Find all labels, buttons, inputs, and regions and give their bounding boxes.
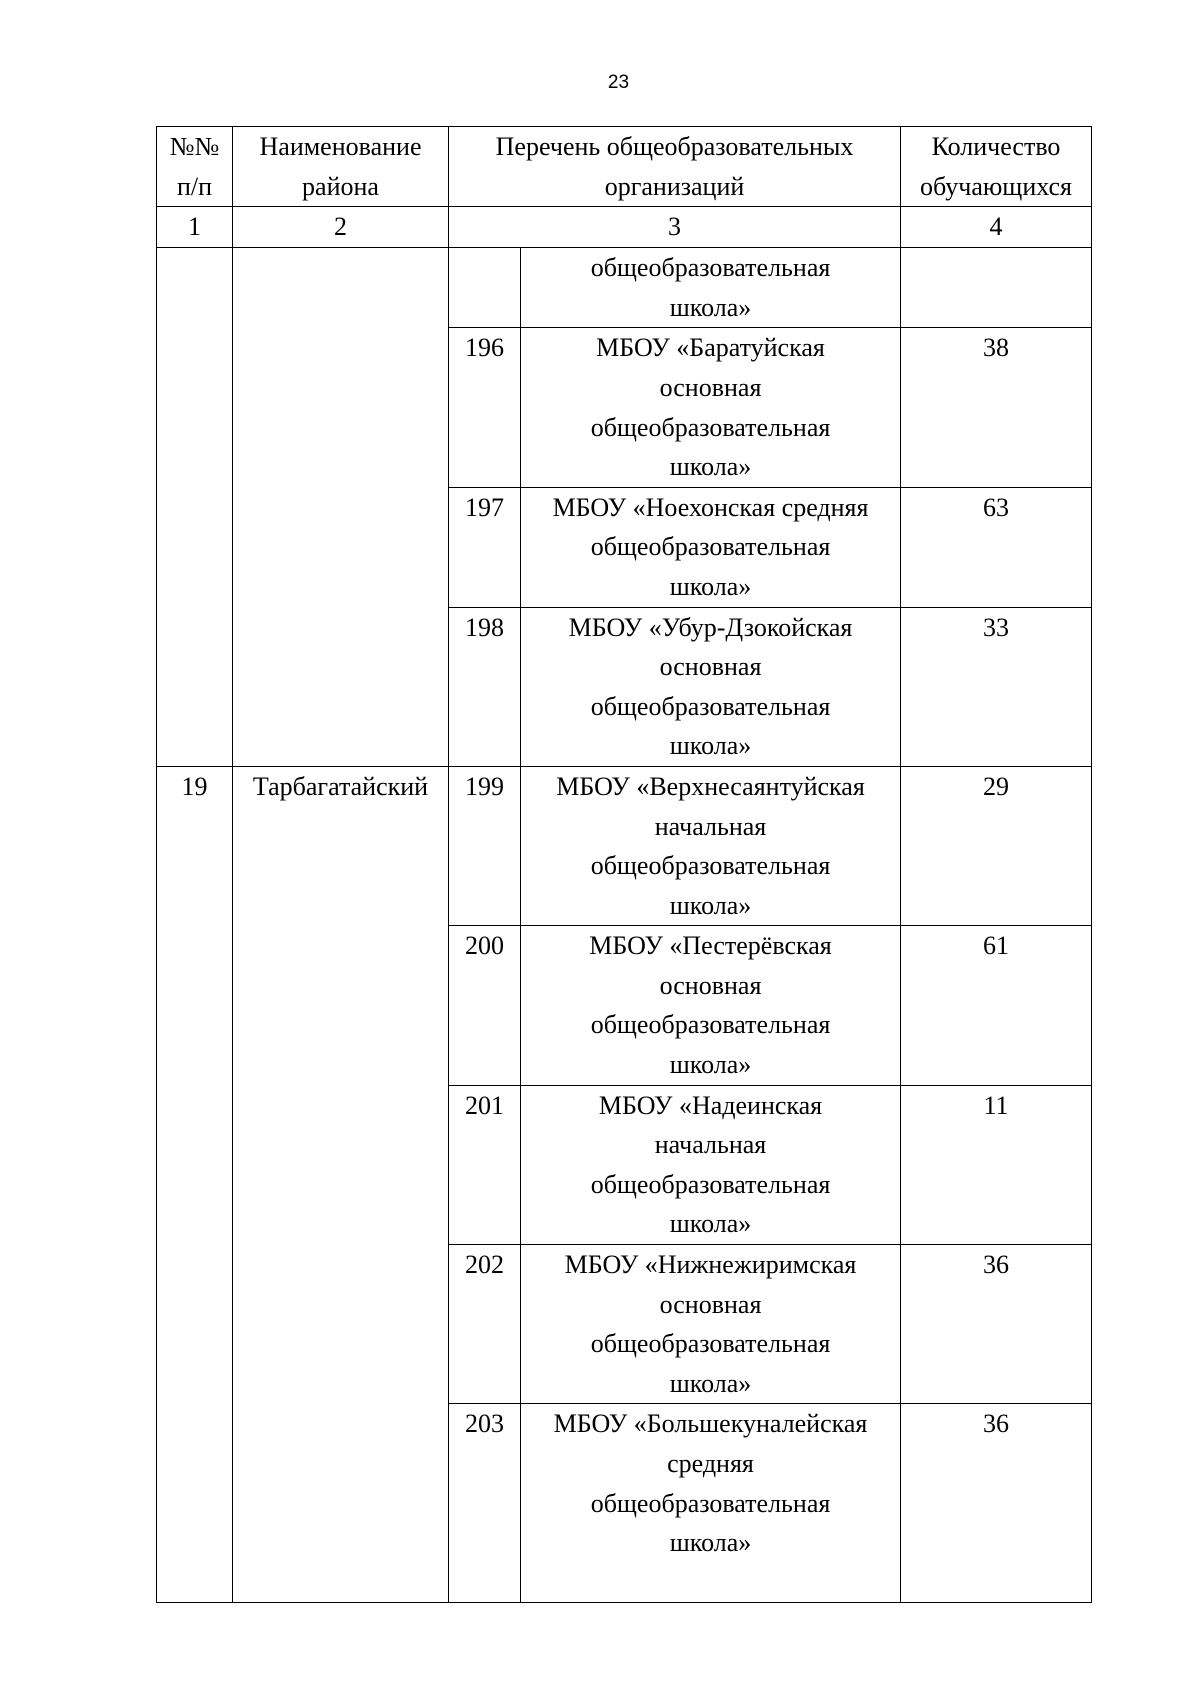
school-name: МБОУ «Баратуйская основная общеобразовательная школа» bbox=[521, 328, 901, 487]
column-index: 1 bbox=[157, 207, 233, 248]
school-name: МБОУ «Убур-Дзокойская основная общеобразовательная школа» bbox=[521, 607, 901, 766]
school-name: МБОУ «Ноехонская средняя общеобразовательная школа» bbox=[521, 487, 901, 607]
student-count: 63 bbox=[901, 487, 1092, 607]
school-name: МБОУ «Большекуналейская средняя общеобразовательная школа» bbox=[521, 1404, 901, 1603]
student-count: 33 bbox=[901, 607, 1092, 766]
school-number: 200 bbox=[449, 926, 521, 1085]
student-count bbox=[901, 248, 1092, 328]
district-name-cell bbox=[233, 248, 449, 767]
district-name-cell: Тарбагатайский bbox=[233, 766, 449, 1603]
header-district: Наименование района bbox=[233, 127, 449, 207]
student-count: 36 bbox=[901, 1404, 1092, 1603]
column-index: 3 bbox=[449, 207, 901, 248]
school-number: 199 bbox=[449, 766, 521, 925]
district-number-cell bbox=[157, 248, 233, 767]
school-number: 203 bbox=[449, 1404, 521, 1603]
school-name: МБОУ «Нижнежиримская основная общеобразовательная школа» bbox=[521, 1245, 901, 1404]
page-number: 23 bbox=[607, 72, 630, 93]
header-number: №№ п/п bbox=[157, 127, 233, 207]
school-name: МБОУ «Верхнесаянтуйская начальная общеобразовательная школа» bbox=[521, 766, 901, 925]
school-number bbox=[449, 248, 521, 328]
school-number: 198 bbox=[449, 607, 521, 766]
table-row bbox=[157, 248, 1092, 328]
table-row bbox=[157, 766, 1092, 925]
school-name: МБОУ «Надеинская начальная общеобразовательная школа» bbox=[521, 1085, 901, 1244]
column-index-row bbox=[157, 207, 1092, 248]
header-student-count: Количество обучающихся bbox=[901, 127, 1092, 207]
student-count: 29 bbox=[901, 766, 1092, 925]
column-index: 2 bbox=[233, 207, 449, 248]
student-count: 36 bbox=[901, 1245, 1092, 1404]
district-number-cell: 19 bbox=[157, 766, 233, 1603]
student-count: 11 bbox=[901, 1085, 1092, 1244]
student-count: 61 bbox=[901, 926, 1092, 1085]
student-count: 38 bbox=[901, 328, 1092, 487]
school-number: 197 bbox=[449, 487, 521, 607]
school-number: 202 bbox=[449, 1245, 521, 1404]
school-number: 196 bbox=[449, 328, 521, 487]
table-header-row bbox=[157, 127, 1092, 207]
school-number: 201 bbox=[449, 1085, 521, 1244]
header-organizations: Перечень общеобразовательных организаций bbox=[449, 127, 901, 207]
school-name: общеобразовательная школа» bbox=[521, 248, 901, 328]
school-name: МБОУ «Пестерёвская основная общеобразовательная школа» bbox=[521, 926, 901, 1085]
column-index: 4 bbox=[901, 207, 1092, 248]
schools-table bbox=[156, 126, 1092, 1603]
